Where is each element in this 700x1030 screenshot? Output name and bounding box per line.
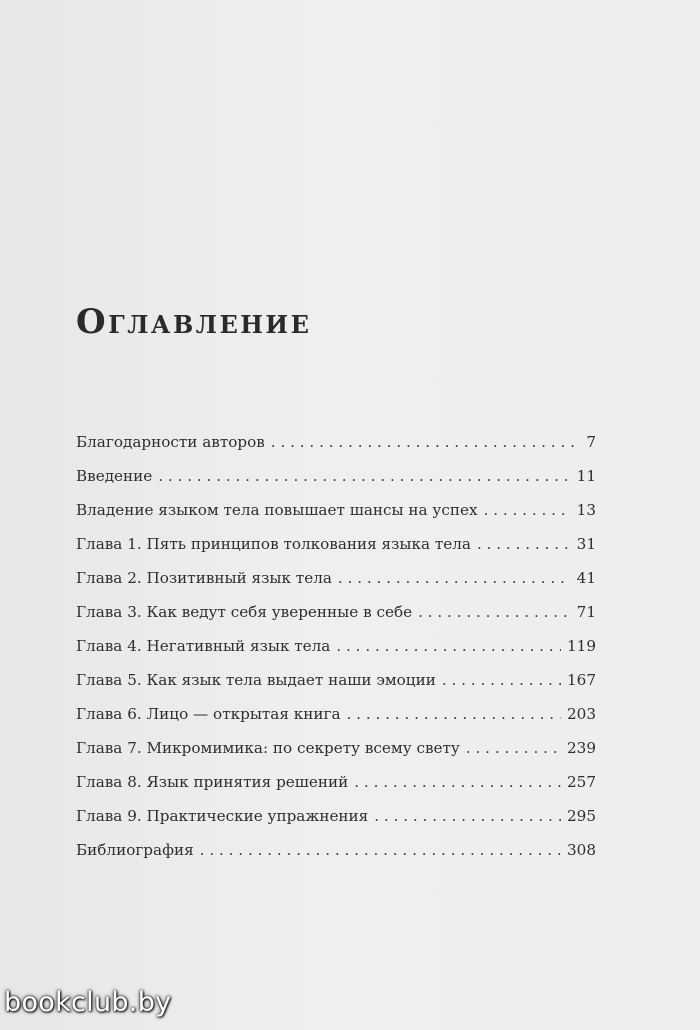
table-of-contents <box>76 433 596 875</box>
toc-entry <box>76 603 596 637</box>
toc-entry <box>76 535 596 569</box>
toc-entry <box>76 637 596 671</box>
toc-entry-label: Глава 2. Позитивный язык тела <box>76 569 332 587</box>
toc-entry-label: Глава 4. Негативный язык тела <box>76 637 331 655</box>
toc-entry <box>76 807 596 841</box>
toc-entry-page: 308 <box>567 841 596 859</box>
toc-entry-label: Глава 6. Лицо — открытая книга <box>76 705 341 723</box>
toc-entry-page: 239 <box>567 739 596 757</box>
page-title: Оглавление <box>76 302 312 342</box>
toc-entry-page: 71 <box>576 603 596 621</box>
toc-entry <box>76 501 596 535</box>
toc-entry-page: 7 <box>586 433 596 451</box>
toc-entry-page: 203 <box>567 705 596 723</box>
dot-leader <box>158 467 570 485</box>
toc-entry-page: 257 <box>567 773 596 791</box>
dot-leader <box>374 807 561 825</box>
toc-entry-label: Библиография <box>76 841 194 859</box>
toc-entry-page: 295 <box>567 807 596 825</box>
dot-leader <box>347 705 561 723</box>
dot-leader <box>466 739 561 757</box>
dot-leader <box>336 637 561 655</box>
toc-entry <box>76 739 596 773</box>
toc-entry <box>76 841 596 875</box>
dot-leader <box>354 773 561 791</box>
dot-leader <box>418 603 571 621</box>
toc-entry <box>76 671 596 705</box>
dot-leader <box>484 501 571 519</box>
toc-entry-label: Глава 3. Как ведут себя уверенные в себе <box>76 603 413 621</box>
toc-entry-label: Глава 7. Микромимика: по секрету всему свету <box>76 739 460 757</box>
toc-entry-label: Глава 8. Язык принятия решений <box>76 773 349 791</box>
toc-entry-label: Глава 1. Пять принципов толкования языка тела <box>76 535 471 553</box>
toc-entry <box>76 705 596 739</box>
toc-entry-page: 41 <box>576 569 596 587</box>
toc-entry-label: Владение языком тела повышает шансы на успех <box>76 501 478 519</box>
toc-entry-page: 167 <box>567 671 596 689</box>
dot-leader <box>271 433 581 451</box>
toc-entry-label: Глава 9. Практические упражнения <box>76 807 369 825</box>
toc-entry <box>76 773 596 807</box>
toc-entry <box>76 433 596 467</box>
toc-entry-label: Введение <box>76 467 153 485</box>
toc-entry-page: 11 <box>576 467 596 485</box>
toc-entry-page: 13 <box>576 501 596 519</box>
dot-leader <box>442 671 561 689</box>
toc-entry-page: 119 <box>567 637 596 655</box>
dot-leader <box>477 535 571 553</box>
watermark-text: bookclub.by <box>4 987 172 1018</box>
toc-entry-label: Благодарности авторов <box>76 433 265 451</box>
toc-entry <box>76 467 596 501</box>
toc-entry <box>76 569 596 603</box>
toc-entry-label: Глава 5. Как язык тела выдает наши эмоции <box>76 671 436 689</box>
dot-leader <box>338 569 571 587</box>
toc-entry-page: 31 <box>576 535 596 553</box>
dot-leader <box>200 841 561 859</box>
